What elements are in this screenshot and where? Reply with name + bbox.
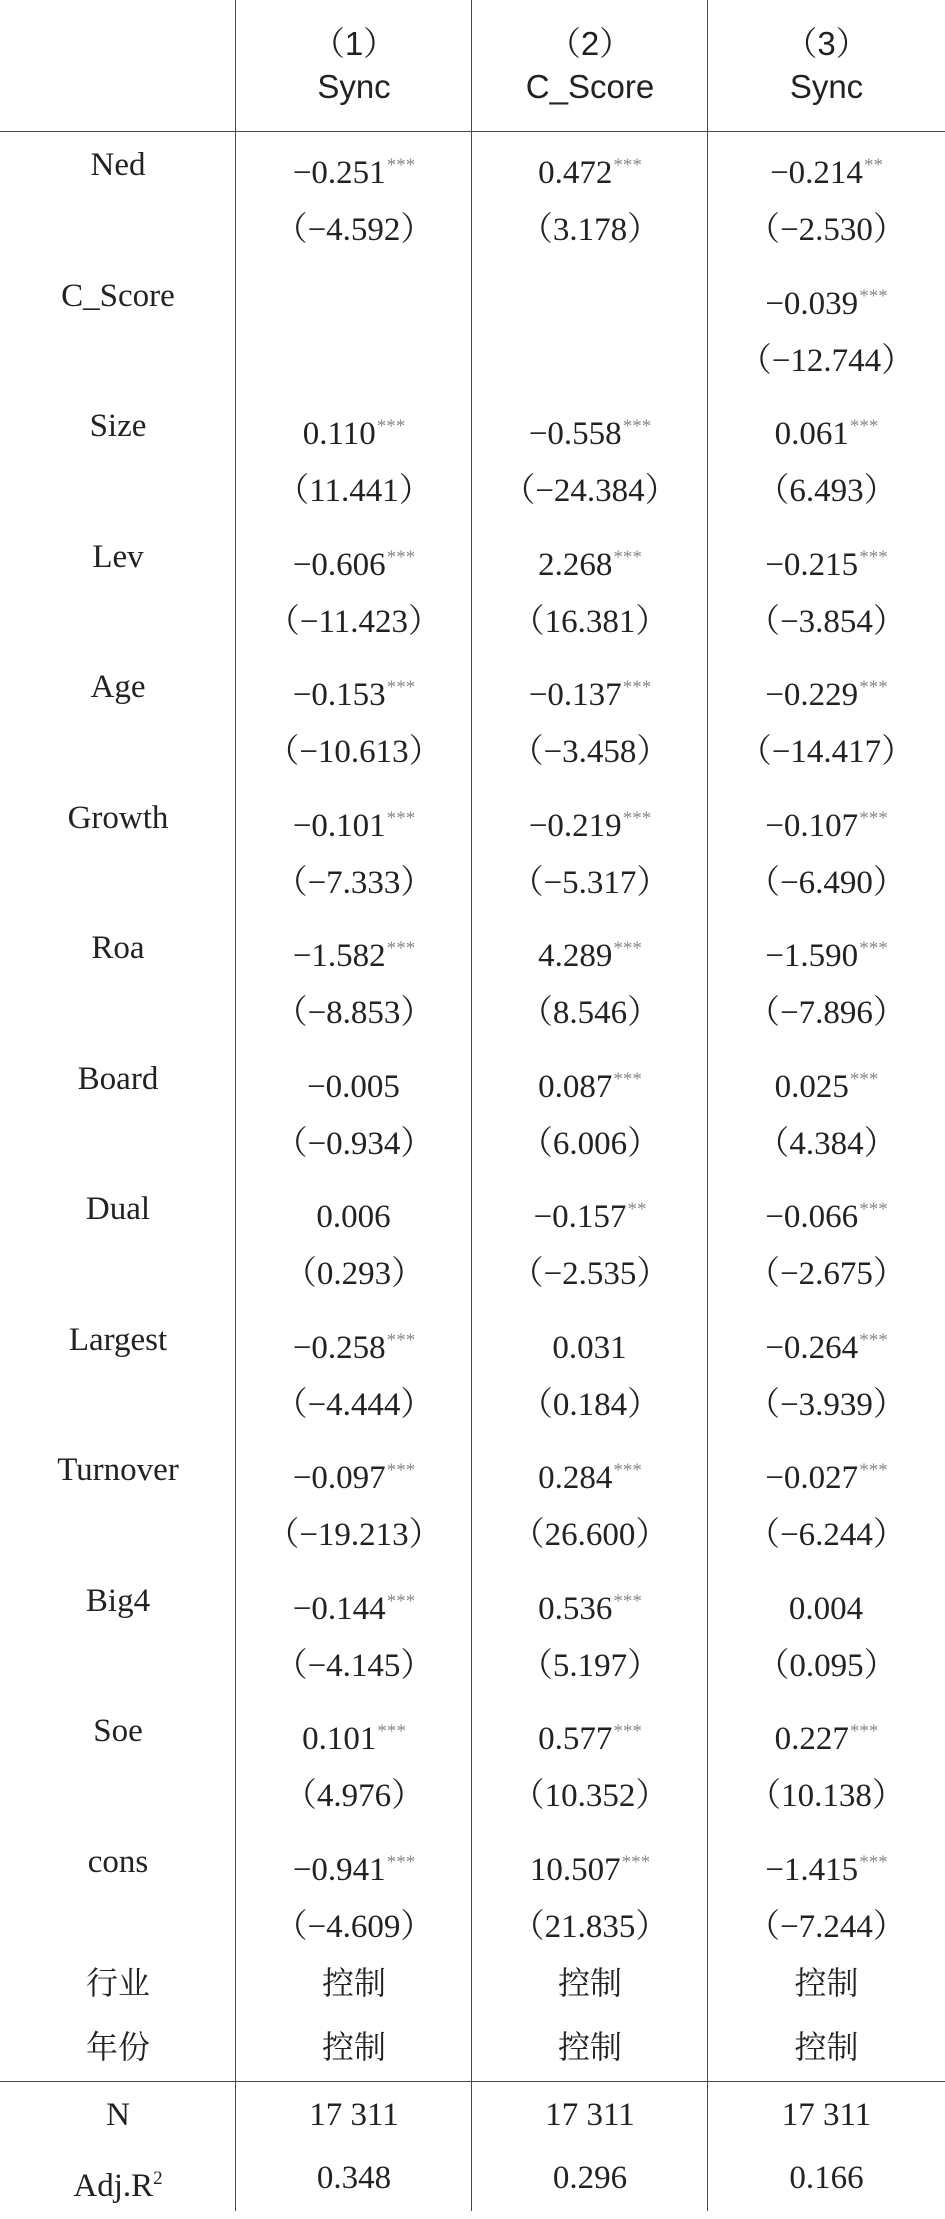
stats-top-rule bbox=[0, 2081, 945, 2082]
significance-stars: *** bbox=[386, 1852, 416, 1873]
coefficient-cell bbox=[236, 1438, 472, 1503]
coefficient-cell bbox=[236, 264, 472, 329]
significance-stars: *** bbox=[622, 808, 652, 829]
row-label: 年份 bbox=[85, 2028, 150, 2066]
coefficient-cell bbox=[708, 1699, 945, 1764]
significance-stars: *** bbox=[386, 547, 416, 568]
t-statistic: （−0.934） bbox=[274, 1126, 434, 1162]
coef-row-roa bbox=[0, 916, 945, 981]
significance-stars: *** bbox=[386, 155, 416, 176]
t-statistic: （−2.535） bbox=[510, 1256, 670, 1292]
row-label: Age bbox=[90, 669, 146, 705]
t-statistic: （11.441） bbox=[276, 473, 432, 509]
significance-stars: *** bbox=[613, 547, 642, 568]
coef-row-big4 bbox=[0, 1569, 945, 1634]
control-row-year bbox=[0, 2015, 945, 2080]
significance-stars: *** bbox=[859, 1852, 888, 1873]
t-statistic: （0.184） bbox=[519, 1387, 661, 1423]
coefficient-value: 4.289 bbox=[538, 938, 613, 974]
coefficient-cell bbox=[472, 1569, 708, 1634]
coefficient-value: −0.264 bbox=[765, 1330, 859, 1366]
coefficient-cell bbox=[236, 525, 472, 590]
coef-row-board bbox=[0, 1047, 945, 1112]
coefficient-cell bbox=[472, 1177, 708, 1242]
coef-row-growth bbox=[0, 786, 945, 851]
coefficient-cell bbox=[472, 133, 708, 198]
row-label: cons bbox=[87, 1844, 149, 1880]
coefficient-cell bbox=[472, 264, 708, 329]
observation-count: 17 311 bbox=[545, 2097, 635, 2133]
t-statistic: （3.178） bbox=[519, 212, 661, 248]
coefficient-value: −0.258 bbox=[292, 1330, 386, 1366]
adj-r-label: Adj.R bbox=[73, 2168, 154, 2204]
significance-stars: *** bbox=[386, 938, 416, 959]
t-statistic: （−4.145） bbox=[274, 1648, 434, 1684]
coefficient-value: −0.137 bbox=[528, 677, 622, 713]
control-value: 控制 bbox=[321, 2028, 386, 2066]
coefficient-cell bbox=[236, 916, 472, 981]
control-value: 控制 bbox=[557, 2028, 622, 2066]
t-statistic: （−14.417） bbox=[738, 734, 915, 770]
coefficient-value: −0.157 bbox=[533, 1199, 627, 1235]
significance-stars: *** bbox=[859, 286, 888, 307]
tstat-row-soe bbox=[0, 1764, 945, 1829]
significance-stars: *** bbox=[386, 677, 416, 698]
row-label: Soe bbox=[93, 1713, 143, 1749]
coefficient-value: 0.006 bbox=[316, 1199, 391, 1235]
coefficient-value: −0.215 bbox=[765, 547, 859, 583]
column-header-3 bbox=[708, 22, 945, 112]
row-label: Roa bbox=[91, 930, 145, 966]
t-statistic: （−11.423） bbox=[266, 604, 442, 640]
coefficient-value: −1.590 bbox=[765, 938, 859, 974]
column-dependent-variable: C_Score bbox=[525, 68, 655, 105]
t-statistic: （−3.458） bbox=[510, 734, 670, 770]
significance-stars: *** bbox=[613, 1591, 642, 1612]
significance-stars: *** bbox=[613, 1721, 642, 1742]
row-label: Dual bbox=[85, 1191, 151, 1227]
coefficient-value: −0.107 bbox=[765, 808, 859, 844]
coef-row-turnover bbox=[0, 1438, 945, 1503]
significance-stars: *** bbox=[859, 677, 888, 698]
significance-stars: *** bbox=[622, 416, 652, 437]
tstat-row-largest bbox=[0, 1373, 945, 1438]
coefficient-cell bbox=[472, 1438, 708, 1503]
coefficient-value: 10.507 bbox=[529, 1852, 621, 1888]
coefficient-value: 0.577 bbox=[538, 1721, 613, 1757]
row-label: Ned bbox=[90, 147, 146, 183]
coefficient-cell bbox=[708, 264, 945, 329]
tstat-row-age bbox=[0, 720, 945, 785]
coefficient-cell bbox=[708, 655, 945, 720]
significance-stars: *** bbox=[613, 1460, 642, 1481]
coefficient-value: 0.472 bbox=[538, 155, 613, 191]
coefficient-value: 0.110 bbox=[302, 416, 376, 452]
row-label: Largest bbox=[68, 1322, 168, 1358]
coefficient-value: 0.004 bbox=[788, 1591, 864, 1627]
coefficient-cell bbox=[236, 1308, 472, 1373]
coefficient-value: 2.268 bbox=[538, 547, 613, 583]
significance-stars: *** bbox=[859, 1199, 888, 1220]
coef-row-largest bbox=[0, 1308, 945, 1373]
row-label: Big4 bbox=[85, 1583, 151, 1619]
coefficient-value: −0.251 bbox=[292, 155, 386, 191]
significance-stars: *** bbox=[859, 1330, 888, 1351]
coefficient-value: 0.061 bbox=[774, 416, 849, 452]
coefficient-cell bbox=[236, 1699, 472, 1764]
significance-stars: *** bbox=[386, 1460, 416, 1481]
t-statistic: （−5.317） bbox=[510, 865, 670, 901]
coefficient-cell bbox=[236, 1047, 472, 1112]
coefficient-cell bbox=[708, 525, 945, 590]
t-statistic: （−3.939） bbox=[747, 1387, 906, 1423]
coefficient-cell bbox=[472, 916, 708, 981]
superscript: 2 bbox=[153, 2168, 163, 2189]
coefficient-cell bbox=[708, 394, 945, 459]
column-number: （1） bbox=[311, 25, 397, 62]
tstat-row-lev bbox=[0, 590, 945, 655]
t-statistic: （6.006） bbox=[519, 1126, 661, 1162]
tstat-row-c-score bbox=[0, 329, 945, 394]
t-statistic: （0.293） bbox=[283, 1256, 425, 1292]
coef-row-size bbox=[0, 394, 945, 459]
significance-stars: *** bbox=[859, 1460, 888, 1481]
significance-stars: *** bbox=[859, 808, 888, 829]
coefficient-cell bbox=[472, 1699, 708, 1764]
coefficient-cell bbox=[708, 1569, 945, 1634]
column-dependent-variable: Sync bbox=[317, 68, 391, 105]
tstat-row-roa bbox=[0, 981, 945, 1046]
significance-stars: *** bbox=[622, 677, 652, 698]
coefficient-cell bbox=[708, 1177, 945, 1242]
t-statistic: （4.384） bbox=[756, 1126, 897, 1162]
coefficient-cell bbox=[236, 1830, 472, 1895]
tstat-row-size bbox=[0, 459, 945, 524]
coefficient-value: −0.039 bbox=[765, 286, 859, 322]
significance-stars: *** bbox=[613, 938, 642, 959]
coefficient-value: −0.144 bbox=[292, 1591, 386, 1627]
t-statistic: （10.352） bbox=[511, 1778, 669, 1814]
coefficient-value: −0.558 bbox=[528, 416, 622, 452]
t-statistic: （−10.613） bbox=[266, 734, 442, 770]
t-statistic: （−24.384） bbox=[502, 473, 678, 509]
coefficient-cell bbox=[236, 786, 472, 851]
coefficient-value: 0.536 bbox=[538, 1591, 613, 1627]
row-label: Growth bbox=[67, 800, 169, 836]
coefficient-value: −0.027 bbox=[765, 1460, 859, 1496]
control-value: 控制 bbox=[794, 1964, 859, 2002]
significance-stars: *** bbox=[386, 808, 416, 829]
tstat-row-ned bbox=[0, 198, 945, 263]
t-statistic: （−4.592） bbox=[274, 212, 434, 248]
t-statistic: （16.381） bbox=[511, 604, 669, 640]
coefficient-cell bbox=[708, 1308, 945, 1373]
column-header-1 bbox=[236, 22, 472, 112]
significance-stars: *** bbox=[613, 1069, 642, 1090]
coefficient-value: −1.415 bbox=[765, 1852, 859, 1888]
coefficient-cell bbox=[472, 1047, 708, 1112]
coefficient-cell bbox=[236, 655, 472, 720]
coefficient-cell bbox=[472, 394, 708, 459]
coefficient-cell bbox=[708, 786, 945, 851]
t-statistic bbox=[472, 329, 708, 394]
significance-stars: ** bbox=[863, 155, 883, 176]
control-value: 控制 bbox=[321, 1964, 386, 2002]
t-statistic: （−4.609） bbox=[274, 1909, 434, 1945]
significance-stars: *** bbox=[859, 938, 888, 959]
significance-stars: *** bbox=[386, 1591, 416, 1612]
t-statistic: （−2.675） bbox=[747, 1256, 906, 1292]
tstat-row-board bbox=[0, 1112, 945, 1177]
t-statistic: （6.493） bbox=[756, 473, 897, 509]
coefficient-value: 0.087 bbox=[538, 1069, 613, 1105]
significance-stars: *** bbox=[386, 1330, 416, 1351]
significance-stars: *** bbox=[613, 155, 642, 176]
coefficient-value: −0.214 bbox=[770, 155, 863, 191]
t-statistic: （−8.853） bbox=[274, 995, 434, 1031]
t-statistic: （21.835） bbox=[511, 1909, 669, 1945]
t-statistic bbox=[236, 329, 472, 394]
coef-row-lev bbox=[0, 525, 945, 590]
t-statistic: （8.546） bbox=[519, 995, 661, 1031]
row-label: 行业 bbox=[85, 1964, 150, 2002]
column-header-2 bbox=[472, 22, 708, 112]
coefficient-cell bbox=[708, 916, 945, 981]
t-statistic: （10.138） bbox=[748, 1778, 905, 1814]
t-statistic: （−7.896） bbox=[747, 995, 906, 1031]
significance-stars: ** bbox=[627, 1199, 647, 1220]
t-statistic: （−6.490） bbox=[747, 865, 906, 901]
coefficient-value: −0.066 bbox=[765, 1199, 859, 1235]
t-statistic: （−4.444） bbox=[274, 1387, 434, 1423]
t-statistic: （−2.530） bbox=[747, 212, 906, 248]
coefficient-value: −0.101 bbox=[292, 808, 386, 844]
significance-stars: *** bbox=[849, 1721, 879, 1742]
coef-row-c-score bbox=[0, 264, 945, 329]
coefficient-value: −0.219 bbox=[528, 808, 622, 844]
coefficient-cell bbox=[472, 655, 708, 720]
coefficient-cell bbox=[236, 1177, 472, 1242]
t-statistic: （26.600） bbox=[511, 1517, 669, 1553]
t-statistic: （−7.244） bbox=[747, 1909, 906, 1945]
control-value: 控制 bbox=[794, 2028, 859, 2066]
coefficient-value: 0.227 bbox=[774, 1721, 849, 1757]
coefficient-value: −1.582 bbox=[292, 938, 386, 974]
significance-stars: *** bbox=[377, 1721, 406, 1742]
coefficient-value: −0.153 bbox=[292, 677, 386, 713]
coef-row-ned bbox=[0, 133, 945, 198]
coefficient-value: 0.031 bbox=[552, 1330, 627, 1366]
coefficient-cell bbox=[236, 133, 472, 198]
coefficient-value: −0.005 bbox=[307, 1069, 400, 1105]
coef-row-dual bbox=[0, 1177, 945, 1242]
coefficient-cell bbox=[472, 1308, 708, 1373]
coefficient-cell bbox=[708, 1047, 945, 1112]
coefficient-cell bbox=[472, 525, 708, 590]
row-label: N bbox=[106, 2097, 130, 2133]
coefficient-value: 0.025 bbox=[774, 1069, 849, 1105]
significance-stars: *** bbox=[849, 1069, 879, 1090]
observation-count: 17 311 bbox=[309, 2097, 399, 2133]
coefficient-cell bbox=[236, 1569, 472, 1634]
row-label: C_Score bbox=[61, 278, 175, 314]
row-label: Size bbox=[89, 408, 147, 444]
coefficient-cell bbox=[472, 1830, 708, 1895]
coef-row-age bbox=[0, 655, 945, 720]
t-statistic: （5.197） bbox=[519, 1648, 661, 1684]
adj-r2-value: 0.348 bbox=[316, 2160, 392, 2196]
tstat-row-big4 bbox=[0, 1634, 945, 1699]
row-label: Board bbox=[77, 1061, 159, 1097]
coef-row-cons bbox=[0, 1830, 945, 1895]
adj-r2-value: 0.296 bbox=[552, 2160, 628, 2196]
significance-stars: *** bbox=[849, 416, 879, 437]
significance-stars: *** bbox=[621, 1852, 651, 1873]
control-value: 控制 bbox=[557, 1964, 622, 2002]
control-row-industry bbox=[0, 1951, 945, 2016]
tstat-row-turnover bbox=[0, 1503, 945, 1568]
coefficient-value: −0.229 bbox=[765, 677, 859, 713]
stats-row-adj-r2 bbox=[0, 2146, 945, 2211]
observation-count: 17 311 bbox=[781, 2097, 872, 2133]
column-number: （2） bbox=[547, 25, 633, 62]
t-statistic: （0.095） bbox=[756, 1648, 897, 1684]
significance-stars: *** bbox=[859, 547, 888, 568]
t-statistic: （−19.213） bbox=[266, 1517, 442, 1553]
column-dependent-variable: Sync bbox=[789, 68, 864, 105]
row-label: Turnover bbox=[57, 1452, 179, 1488]
coefficient-value: 0.101 bbox=[302, 1721, 377, 1757]
coefficient-cell bbox=[236, 394, 472, 459]
tstat-row-growth bbox=[0, 851, 945, 916]
column-number: （3） bbox=[784, 25, 869, 62]
coefficient-cell bbox=[708, 1830, 945, 1895]
coefficient-cell bbox=[708, 133, 945, 198]
header-bottom-rule bbox=[0, 131, 945, 132]
coefficient-value: −0.941 bbox=[292, 1852, 386, 1888]
coefficient-value: −0.606 bbox=[292, 547, 386, 583]
t-statistic: （−3.854） bbox=[747, 604, 906, 640]
row-label bbox=[0, 2146, 236, 2211]
tstat-row-dual bbox=[0, 1242, 945, 1307]
coefficient-value: 0.284 bbox=[538, 1460, 613, 1496]
t-statistic: （−7.333） bbox=[274, 865, 434, 901]
t-statistic: （−12.744） bbox=[738, 343, 915, 379]
stats-row-n bbox=[0, 2083, 945, 2148]
t-statistic: （4.976） bbox=[283, 1778, 425, 1814]
t-statistic: （−6.244） bbox=[747, 1517, 906, 1553]
coef-row-soe bbox=[0, 1699, 945, 1764]
coefficient-cell bbox=[708, 1438, 945, 1503]
row-label: Lev bbox=[92, 539, 144, 575]
adj-r2-value: 0.166 bbox=[789, 2160, 864, 2196]
coefficient-cell bbox=[472, 786, 708, 851]
coefficient-value: −0.097 bbox=[292, 1460, 386, 1496]
significance-stars: *** bbox=[376, 416, 406, 437]
